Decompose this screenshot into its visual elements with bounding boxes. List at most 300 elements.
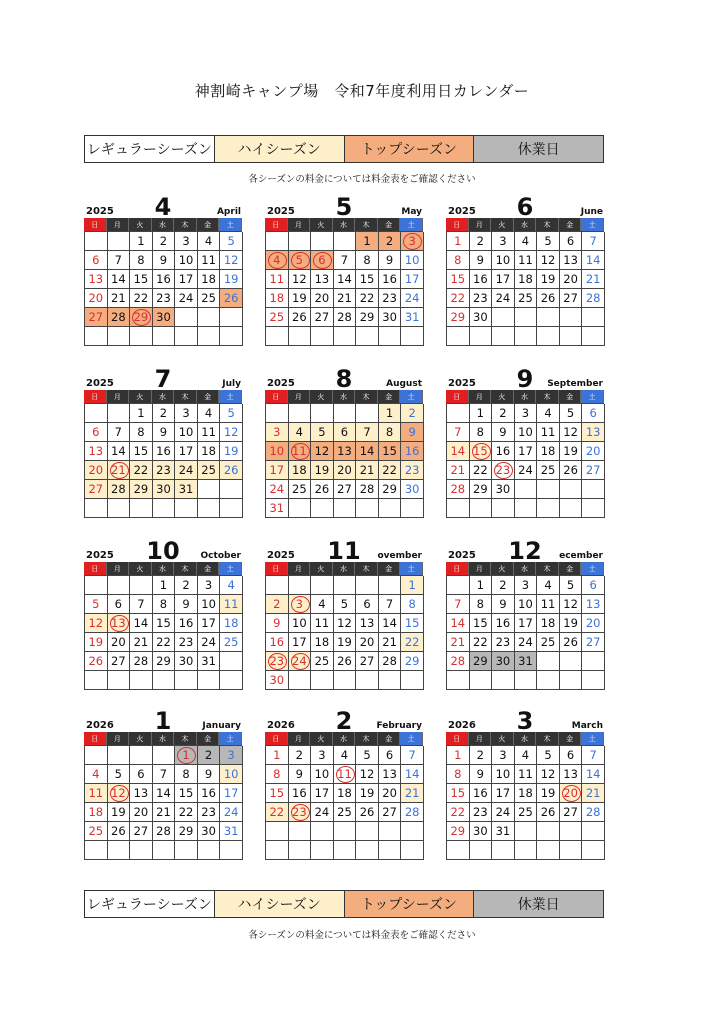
day-number: 14	[585, 767, 601, 781]
day-number: 25	[337, 805, 352, 819]
day-cell	[379, 442, 402, 461]
day-number: 27	[563, 291, 578, 305]
day-number: 25	[292, 482, 307, 496]
day-cell	[220, 614, 243, 633]
weekday-label: 火	[129, 218, 152, 231]
day-number: 27	[563, 805, 578, 819]
day-cell	[311, 746, 334, 765]
empty-cell	[153, 499, 176, 518]
day-number: 13	[88, 272, 104, 286]
day-number: 7	[454, 597, 462, 611]
day-cell	[356, 480, 379, 499]
day-number: 4	[295, 425, 303, 439]
empty-cell	[108, 327, 131, 346]
day-cell	[537, 289, 560, 308]
day-cell	[470, 652, 493, 671]
day-number: 20	[585, 444, 601, 458]
day-cell	[379, 251, 402, 270]
day-cell	[401, 765, 424, 784]
day-number: 29	[473, 654, 488, 668]
day-number: 2	[273, 597, 281, 611]
day-cell	[582, 423, 605, 442]
day-number: 7	[363, 425, 371, 439]
empty-cell	[356, 841, 379, 860]
day-number: 28	[359, 482, 375, 496]
day-number: 20	[111, 635, 126, 649]
day-number: 22	[269, 805, 285, 819]
day-cell	[289, 595, 312, 614]
day-number: 17	[495, 272, 511, 286]
day-number: 20	[563, 786, 578, 800]
day-cell	[130, 595, 153, 614]
day-number: 15	[156, 616, 171, 630]
day-cell	[537, 442, 560, 461]
day-number: 26	[88, 654, 104, 668]
empty-cell	[356, 499, 379, 518]
empty-cell	[515, 308, 538, 327]
weekday-label: 月	[469, 562, 492, 575]
day-number: 4	[544, 406, 552, 420]
day-number: 19	[314, 463, 330, 477]
price-note-top: 各シーズンの料金については料金表をご確認ください	[248, 174, 476, 185]
day-cell	[198, 633, 221, 652]
month-header	[84, 365, 242, 393]
empty-cell	[311, 576, 334, 595]
day-number: 6	[92, 425, 100, 439]
day-number: 15	[473, 444, 488, 458]
day-cell	[356, 232, 379, 251]
day-cell	[379, 308, 402, 327]
weekday-label: 水	[152, 390, 175, 403]
day-cell	[130, 423, 153, 442]
day-number: 14	[585, 253, 601, 267]
day-cell	[220, 746, 243, 765]
day-cell	[401, 404, 424, 423]
day-cell	[334, 595, 357, 614]
weekday-label: 土	[219, 562, 242, 575]
day-cell	[198, 404, 221, 423]
day-number: 2	[385, 234, 394, 248]
empty-cell	[130, 499, 153, 518]
legend-high-season: ハイシーズン	[215, 136, 345, 162]
empty-cell	[311, 822, 334, 841]
empty-cell	[515, 480, 538, 499]
weekday-label: 土	[400, 562, 423, 575]
day-cell	[401, 461, 424, 480]
day-cell	[289, 746, 312, 765]
day-number: 7	[114, 253, 122, 267]
day-cell	[356, 614, 379, 633]
day-number: 22	[450, 805, 466, 819]
empty-cell	[401, 671, 424, 690]
day-cell	[447, 442, 470, 461]
day-cell	[153, 576, 176, 595]
day-number: 8	[273, 767, 281, 781]
day-number: 17	[269, 463, 285, 477]
day-cell	[311, 595, 334, 614]
day-number: 4	[318, 597, 326, 611]
empty-cell	[470, 327, 493, 346]
day-number: 13	[563, 767, 578, 781]
month-year: 2025	[86, 550, 114, 561]
day-number: 5	[566, 406, 575, 420]
day-number: 23	[473, 291, 488, 305]
day-cell	[311, 270, 334, 289]
day-number: 18	[292, 463, 307, 477]
day-cell	[311, 652, 334, 671]
weekday-label: 月	[107, 562, 130, 575]
day-cell	[401, 442, 424, 461]
day-cell	[401, 270, 424, 289]
day-number: 19	[88, 635, 104, 649]
day-cell	[379, 270, 402, 289]
day-cell	[130, 614, 153, 633]
day-number: 8	[363, 253, 371, 267]
day-number: 10	[178, 425, 194, 439]
day-number: 23	[473, 805, 488, 819]
day-number: 10	[223, 767, 239, 781]
empty-cell	[447, 404, 470, 423]
empty-cell	[266, 822, 289, 841]
day-cell	[198, 576, 221, 595]
day-cell	[356, 308, 379, 327]
day-number: 19	[359, 786, 375, 800]
day-number: 30	[495, 482, 511, 496]
day-cell	[175, 652, 198, 671]
empty-cell	[130, 746, 153, 765]
day-number: 18	[518, 272, 533, 286]
day-cell	[266, 270, 289, 289]
day-number: 13	[563, 253, 578, 267]
weekday-label: 水	[152, 218, 175, 231]
empty-cell	[289, 232, 312, 251]
day-number: 29	[178, 824, 194, 838]
day-cell	[356, 289, 379, 308]
day-cell	[85, 308, 108, 327]
day-number: 13	[88, 444, 104, 458]
day-cell	[289, 784, 312, 803]
empty-cell	[447, 671, 470, 690]
day-number: 22	[382, 463, 397, 477]
day-cell	[198, 803, 221, 822]
empty-cell	[220, 841, 243, 860]
day-cell	[537, 251, 560, 270]
day-cell	[401, 784, 424, 803]
day-number: 11	[201, 425, 216, 439]
month-english-name: June	[580, 207, 603, 217]
empty-cell	[311, 327, 334, 346]
day-number: 1	[159, 578, 168, 592]
day-number: 25	[88, 824, 104, 838]
day-number: 9	[499, 597, 507, 611]
weekday-label: 金	[378, 218, 401, 231]
day-number: 7	[340, 253, 349, 267]
day-cell	[220, 576, 243, 595]
month-year: 2025	[86, 206, 114, 217]
day-cell	[108, 803, 131, 822]
weekday-label: 月	[107, 390, 130, 403]
empty-cell	[108, 671, 131, 690]
day-number: 23	[156, 291, 171, 305]
day-number: 15	[382, 444, 397, 458]
empty-cell	[108, 404, 131, 423]
empty-cell	[560, 327, 583, 346]
day-number: 29	[382, 482, 397, 496]
day-cell	[85, 442, 108, 461]
day-cell	[108, 442, 131, 461]
day-cell	[582, 614, 605, 633]
day-cell	[447, 251, 470, 270]
day-number: 28	[337, 310, 352, 324]
day-number: 5	[544, 748, 552, 762]
day-cell	[311, 289, 334, 308]
month-english-name: October	[200, 551, 241, 561]
day-number: 22	[359, 291, 375, 305]
day-cell	[175, 633, 198, 652]
weekday-label: 火	[129, 562, 152, 575]
day-cell	[108, 423, 131, 442]
month-english-name: February	[376, 721, 422, 731]
day-cell	[560, 595, 583, 614]
empty-cell	[175, 671, 198, 690]
day-number: 29	[450, 310, 466, 324]
day-number: 3	[204, 578, 213, 592]
day-number: 17	[201, 616, 216, 630]
day-number: 7	[114, 425, 122, 439]
empty-cell	[470, 499, 493, 518]
day-cell	[175, 270, 198, 289]
day-number: 29	[133, 310, 149, 324]
day-number: 3	[499, 748, 507, 762]
day-number: 6	[92, 253, 100, 267]
day-number: 27	[88, 310, 104, 324]
day-cell	[108, 652, 131, 671]
weekday-label: 木	[536, 562, 559, 575]
day-number: 15	[404, 616, 420, 630]
day-cell	[266, 461, 289, 480]
day-number: 27	[111, 654, 126, 668]
month-year: 2025	[267, 550, 295, 561]
day-number: 13	[133, 786, 149, 800]
day-cell	[175, 614, 198, 633]
month-english-name: ecember	[559, 551, 603, 561]
day-number: 9	[408, 425, 416, 439]
day-number: 1	[408, 578, 416, 592]
day-cell	[108, 633, 131, 652]
month-header	[446, 193, 604, 221]
day-number: 16	[269, 635, 285, 649]
day-cell	[130, 270, 153, 289]
month-year: 2025	[448, 206, 476, 217]
day-grid	[265, 403, 423, 518]
day-cell	[470, 404, 493, 423]
day-cell	[334, 480, 357, 499]
day-number: 23	[178, 635, 194, 649]
month-header	[84, 193, 242, 221]
day-cell	[492, 289, 515, 308]
weekday-label: 金	[197, 390, 220, 403]
empty-cell	[379, 499, 402, 518]
day-number: 24	[495, 291, 511, 305]
season-legend-bottom	[84, 890, 604, 918]
day-number: 8	[454, 767, 462, 781]
day-cell	[492, 576, 515, 595]
day-cell	[515, 232, 538, 251]
day-cell	[130, 289, 153, 308]
weekday-label: 月	[288, 218, 311, 231]
day-cell	[537, 232, 560, 251]
day-number: 6	[137, 767, 145, 781]
day-cell	[447, 746, 470, 765]
month-calendar	[446, 193, 604, 346]
day-cell	[153, 614, 176, 633]
day-number: 23	[201, 805, 216, 819]
day-number: 7	[137, 597, 145, 611]
empty-cell	[108, 576, 131, 595]
day-cell	[401, 308, 424, 327]
weekday-label: 木	[355, 732, 378, 745]
day-cell	[175, 404, 198, 423]
day-number: 19	[223, 444, 239, 458]
day-cell	[153, 822, 176, 841]
empty-cell	[198, 499, 221, 518]
empty-cell	[401, 841, 424, 860]
empty-cell	[401, 499, 424, 518]
weekday-label: 月	[107, 732, 130, 745]
day-number: 30	[473, 310, 488, 324]
weekday-label: 土	[219, 732, 242, 745]
month-english-name: April	[216, 207, 241, 217]
day-grid	[84, 231, 242, 346]
day-number: 8	[159, 597, 168, 611]
day-number: 29	[156, 654, 171, 668]
day-number: 22	[156, 635, 171, 649]
day-number: 18	[518, 786, 533, 800]
month-year: 2026	[86, 720, 114, 731]
day-cell	[130, 480, 153, 499]
day-cell	[220, 442, 243, 461]
month-english-name: January	[202, 721, 241, 731]
day-number: 31	[518, 654, 533, 668]
day-cell	[175, 423, 198, 442]
empty-cell	[356, 404, 379, 423]
day-cell	[311, 251, 334, 270]
month-number: 3	[516, 707, 534, 735]
day-number: 10	[314, 767, 330, 781]
day-number: 25	[269, 310, 285, 324]
day-number: 15	[359, 272, 375, 286]
day-number: 13	[337, 444, 352, 458]
day-cell	[334, 614, 357, 633]
day-cell	[560, 423, 583, 442]
day-number: 10	[495, 253, 511, 267]
day-cell	[220, 633, 243, 652]
weekday-label: 日	[84, 390, 107, 403]
weekday-label: 木	[355, 218, 378, 231]
day-number: 26	[359, 805, 375, 819]
day-cell	[470, 308, 493, 327]
day-number: 19	[292, 291, 307, 305]
day-cell	[289, 423, 312, 442]
day-cell	[560, 746, 583, 765]
day-number: 17	[518, 616, 533, 630]
day-cell	[379, 232, 402, 251]
weekday-label: 月	[469, 390, 492, 403]
day-cell	[198, 232, 221, 251]
day-cell	[334, 289, 357, 308]
day-cell	[470, 614, 493, 633]
day-number: 11	[292, 444, 307, 458]
day-number: 24	[495, 805, 511, 819]
day-cell	[401, 633, 424, 652]
day-number: 4	[92, 767, 100, 781]
day-number: 17	[404, 272, 420, 286]
day-cell	[470, 289, 493, 308]
month-number: 11	[327, 537, 361, 565]
day-cell	[289, 251, 312, 270]
weekday-label: 土	[581, 732, 604, 745]
empty-cell	[582, 822, 605, 841]
day-cell	[108, 784, 131, 803]
empty-cell	[130, 576, 153, 595]
day-number: 21	[585, 272, 601, 286]
weekday-label: 土	[581, 562, 604, 575]
weekday-label: 月	[288, 390, 311, 403]
day-cell	[220, 784, 243, 803]
empty-cell	[85, 404, 108, 423]
day-grid	[84, 745, 242, 860]
day-cell	[447, 289, 470, 308]
weekday-label: 水	[333, 218, 356, 231]
day-number: 30	[495, 654, 511, 668]
empty-cell	[334, 404, 357, 423]
empty-cell	[582, 841, 605, 860]
day-cell	[401, 423, 424, 442]
empty-cell	[334, 327, 357, 346]
weekday-label: 水	[514, 218, 537, 231]
empty-cell	[356, 822, 379, 841]
day-cell	[334, 652, 357, 671]
day-number: 2	[476, 234, 484, 248]
empty-cell	[220, 327, 243, 346]
weekday-label: 土	[219, 390, 242, 403]
month-number: 8	[335, 365, 353, 393]
day-cell	[447, 822, 470, 841]
day-cell	[85, 461, 108, 480]
empty-cell	[85, 746, 108, 765]
empty-cell	[582, 327, 605, 346]
empty-cell	[289, 576, 312, 595]
empty-cell	[582, 480, 605, 499]
day-cell	[108, 595, 131, 614]
day-number: 17	[223, 786, 239, 800]
season-legend-top	[84, 135, 604, 163]
month-calendar	[446, 707, 604, 860]
day-number: 24	[404, 291, 420, 305]
month-calendar	[265, 707, 423, 860]
day-number: 20	[133, 805, 149, 819]
empty-cell	[266, 841, 289, 860]
day-number: 9	[159, 253, 168, 267]
day-cell	[492, 404, 515, 423]
day-number: 12	[314, 444, 330, 458]
day-number: 24	[314, 805, 330, 819]
day-number: 20	[382, 786, 397, 800]
weekday-label: 水	[152, 732, 175, 745]
day-grid	[446, 231, 604, 346]
weekday-label: 火	[310, 732, 333, 745]
weekday-label: 土	[581, 390, 604, 403]
